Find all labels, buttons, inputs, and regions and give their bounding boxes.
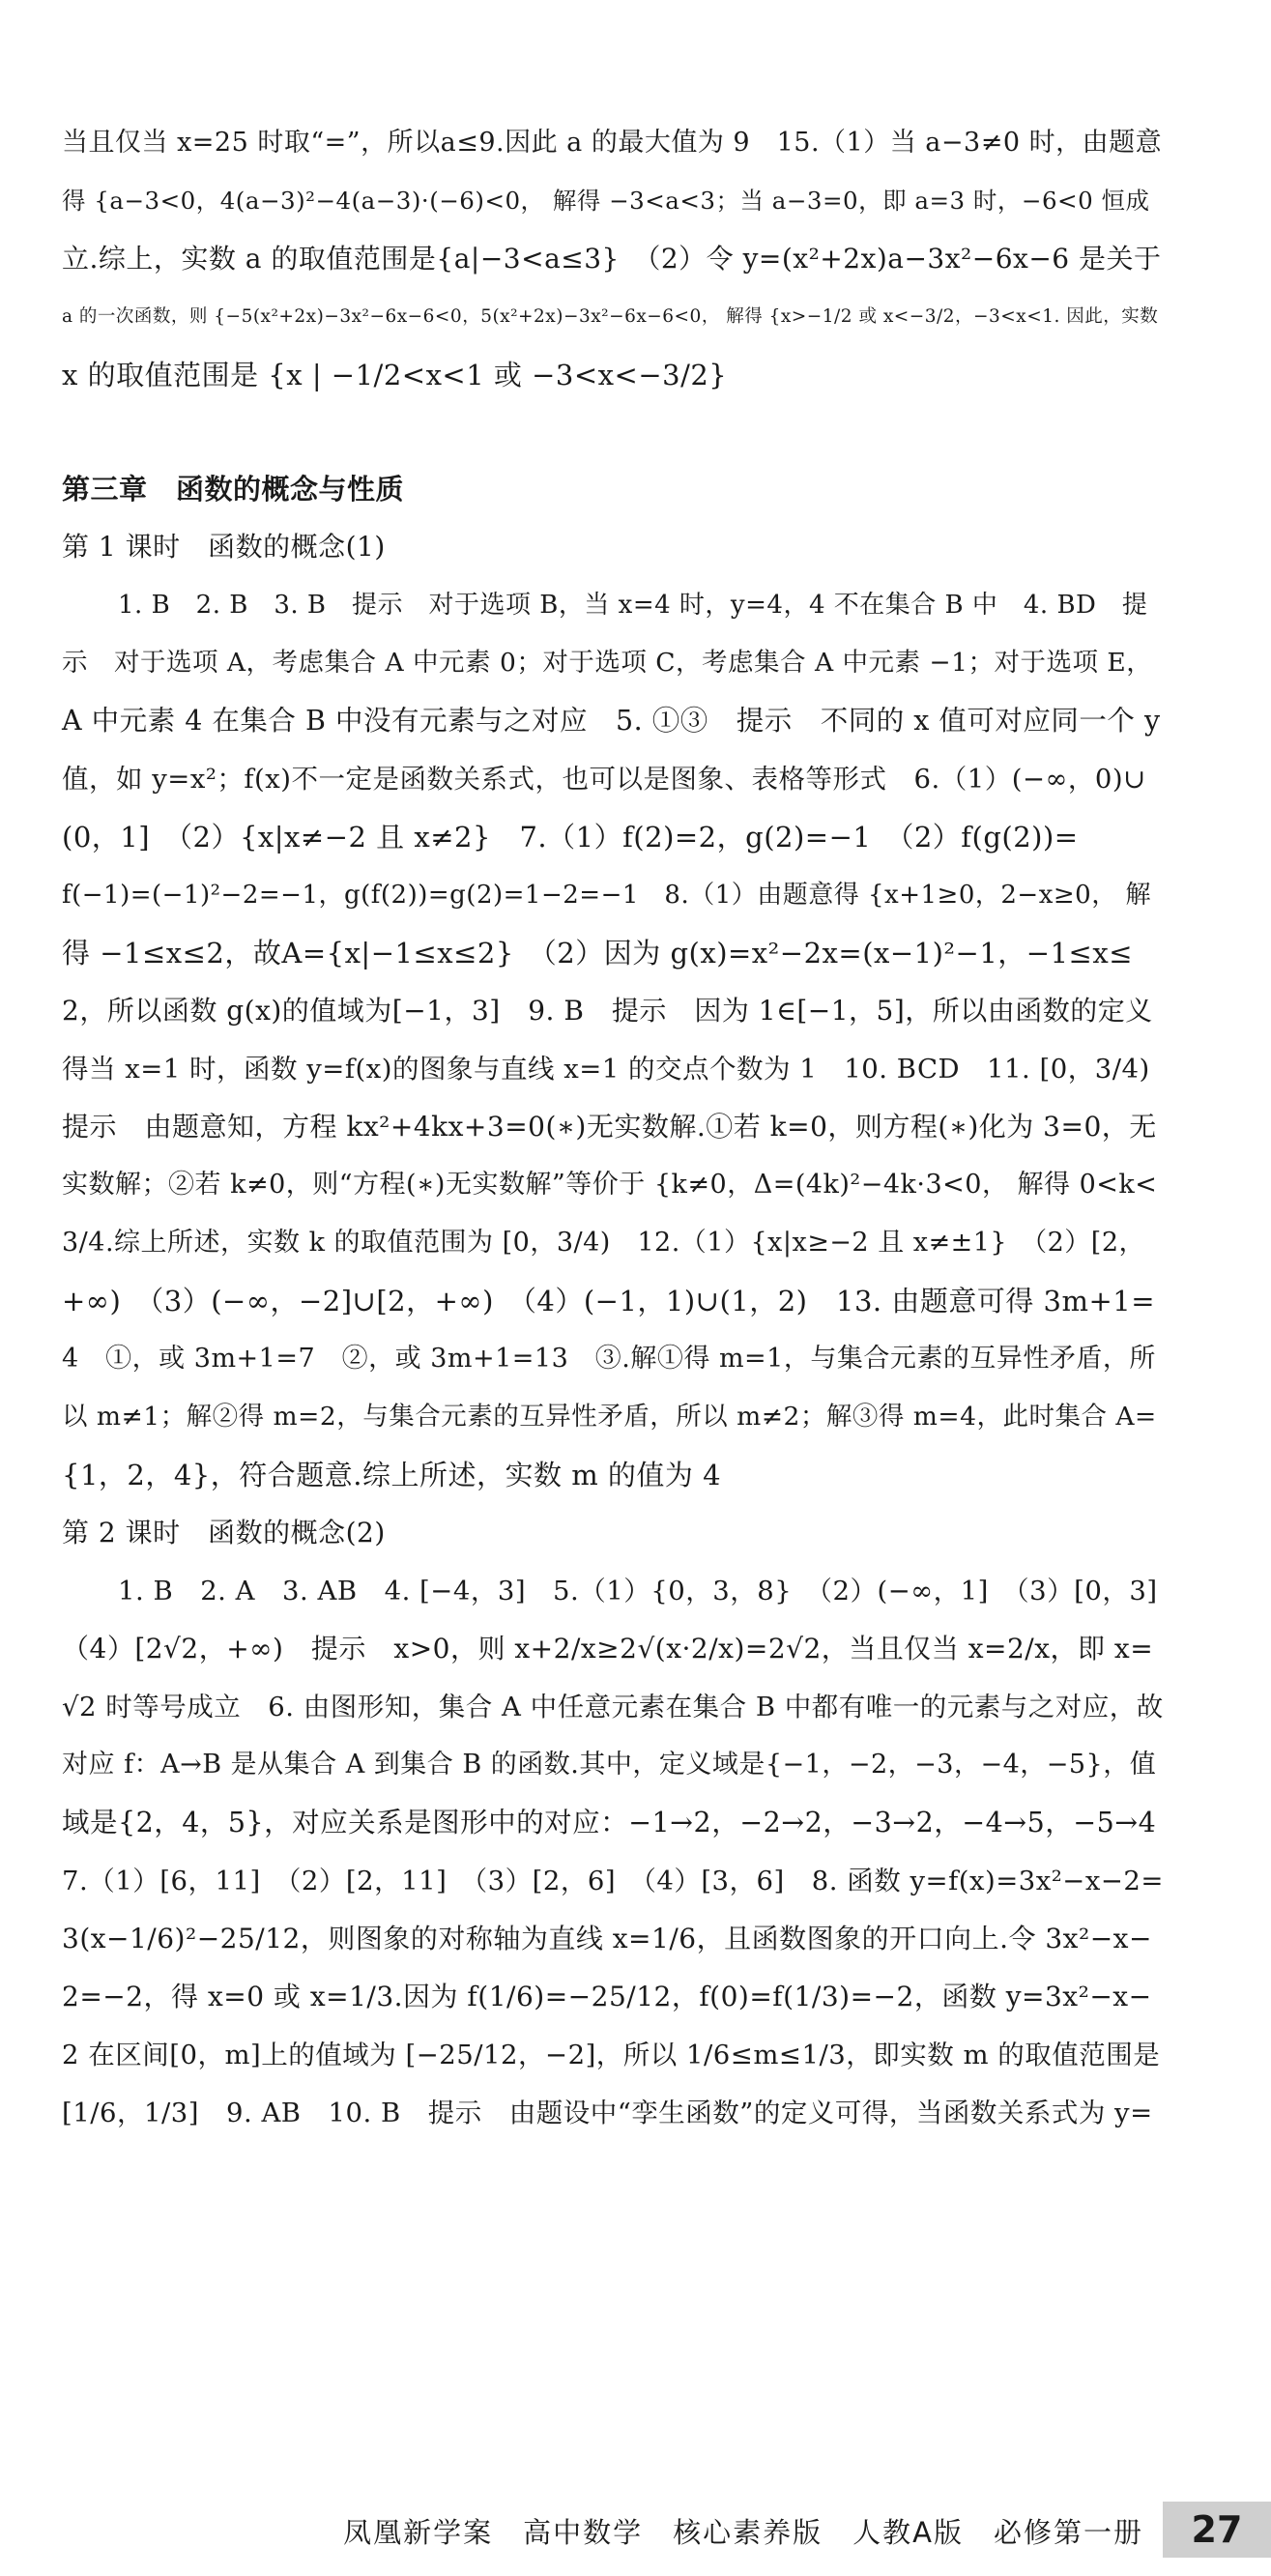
lesson-title: 第 1 课时 函数的概念(1)	[62, 531, 386, 563]
text-line: 得 −1≤x≤2，故A={x|−1≤x≤2} （2）因为 g(x)=x²−2x=(x−1)²−1，−1≤x≤	[62, 937, 1134, 970]
text-line: a 的一次函数，则 {−5(x²+2x)−3x²−6x−6<0，5(x²+2x)−3x²−6x−6<0， 解得 {x>−1/2 或 x<−3/2，−3<x<1. 因此，实数	[62, 306, 1159, 327]
text-line: 实数解；②若 k≠0，则“方程(∗)无实数解”等价于 {k≠0，Δ=(4k)²−4k·3<0， 解得 0<k<	[62, 1170, 1158, 1200]
text-line: 以 m≠1；解②得 m=2，与集合元素的互异性矛盾，所以 m≠2；解③得 m=4，此时集合 A=	[62, 1402, 1157, 1432]
text-line: +∞) （3）(−∞，−2]∪[2，+∞) （4）(−1，1)∪(1，2) 13. 由题意可得 3m+1=	[62, 1285, 1156, 1317]
page-number: 27	[1163, 2502, 1271, 2558]
text-line: 7.（1）[6，11] （2）[2，11] （3）[2，6] （4）[3，6] 8. 函数 y=f(x)=3x²−x−2=	[62, 1866, 1164, 1896]
text-line: 得当 x=1 时，函数 y=f(x)的图象与直线 x=1 的交点个数为 1 10. BCD 11. [0，3/4)	[62, 1054, 1150, 1085]
text-line: 示 对于选项 A，考虑集合 A 中元素 0；对于选项 C，考虑集合 A 中元素 −1；对于选项 E，	[62, 648, 1153, 678]
answer-text	[62, 114, 1164, 2142]
text-line: 1. B 2. A 3. AB 4. [−4，3] 5.（1）{0，3，8} （2）(−∞，1] （3）[0，3]	[118, 1576, 1158, 1606]
text-line: 3/4.综上所述，实数 k 的取值范围为 [0，3/4) 12.（1）{x|x≥−2 且 x≠±1} （2）[2，	[62, 1228, 1145, 1258]
text-line: {1，2，4}，符合题意.综上所述，实数 m 的值为 4	[62, 1459, 722, 1491]
text-line: 4 ①，或 3m+1=7 ②，或 3m+1=13 ③.解①得 m=1，与集合元素的互异性矛盾，所	[62, 1344, 1156, 1374]
text-line: f(−1)=(−1)²−2=−1，g(f(2))=g(2)=1−2=−1 8.（1）由题意得 {x+1≥0，2−x≥0， 解	[62, 881, 1151, 910]
text-line: 域是{2，4，5}，对应关系是图形中的对应：−1→2，−2→2，−3→2，−4→5，−5→4	[62, 1807, 1157, 1838]
lesson-title: 第 2 课时 函数的概念(2)	[62, 1517, 386, 1548]
text-line: [1/6，1/3] 9. AB 10. B 提示 由题设中“孪生函数”的定义可得，当函数关系式为 y=	[62, 2098, 1153, 2128]
text-line: A 中元素 4 在集合 B 中没有元素与之对应 5. ①③ 提示 不同的 x 值可对应同一个 y	[62, 705, 1161, 737]
text-line: （4）[2√2，+∞) 提示 x>0，则 x+2/x≥2√(x·2/x)=2√2，当且仅当 x=2/x，即 x=	[62, 1633, 1154, 1664]
text-line: x 的取值范围是 {x | −1/2<x<1 或 −3<x<−3/2}	[62, 359, 728, 391]
text-line: 当且仅当 x=25 时取“=”，所以a≤9.因此 a 的最大值为 9 15.（1）当 a−3≠0 时，由题意	[62, 128, 1163, 158]
text-line: 2，所以函数 g(x)的值域为[−1，3] 9. B 提示 因为 1∈[−1，5]，所以由函数的定义	[62, 995, 1153, 1027]
spacer	[62, 404, 1164, 460]
text-line: 提示 由题意知，方程 kx²+4kx+3=0(∗)无实数解.①若 k=0，则方程(∗)化为 3=0，无	[62, 1111, 1157, 1143]
text-line: 立.综上，实数 a 的取值范围是{a|−3<a≤3} （2）令 y=(x²+2x)a−3x²−6x−6 是关于	[62, 243, 1162, 275]
text-line: 1. B 2. B 3. B 提示 对于选项 B，当 x=4 时，y=4，4 不在集合 B 中 4. BD 提	[118, 591, 1148, 620]
page-footer	[0, 2502, 1271, 2560]
book-title: 凤凰新学案 高中数学 核心素养版 人教A版 必修第一册	[343, 2516, 1143, 2549]
chapter-title: 第三章 函数的概念与性质	[62, 473, 405, 506]
text-line: 2 在区间[0，m]上的值域为 [−25/12，−2]，所以 1/6≤m≤1/3，即实数 m 的取值范围是	[62, 2040, 1161, 2070]
text-line: 得 {a−3<0，4(a−3)²−4(a−3)·(−6)<0， 解得 −3<a<3；当 a−3=0，即 a=3 时，−6<0 恒成	[62, 187, 1150, 215]
text-line: 2=−2，得 x=0 或 x=1/3.因为 f(1/6)=−25/12，f(0)=f(1/3)=−2，函数 y=3x²−x−	[62, 1981, 1152, 2012]
text-line: √2 时等号成立 6. 由图形知，集合 A 中任意元素在集合 B 中都有唯一的元素与之对应，故	[62, 1692, 1164, 1722]
text-line: (0，1] （2）{x|x≠−2 且 x≠2} 7.（1）f(2)=2，g(2)=−1 （2）f(g(2))=	[62, 821, 1079, 854]
text-line: 对应 f：A→B 是从集合 A 到集合 B 的函数.其中，定义域是{−1，−2，−3，−4，−5}，值	[62, 1750, 1157, 1780]
text-line: 值，如 y=x²；f(x)不一定是函数关系式，也可以是图象、表格等形式 6.（1）(−∞，0)∪	[62, 764, 1146, 795]
text-line: 3(x−1/6)²−25/12，则图象的对称轴为直线 x=1/6，且函数图象的开口向上.令 3x²−x−	[62, 1923, 1152, 1954]
